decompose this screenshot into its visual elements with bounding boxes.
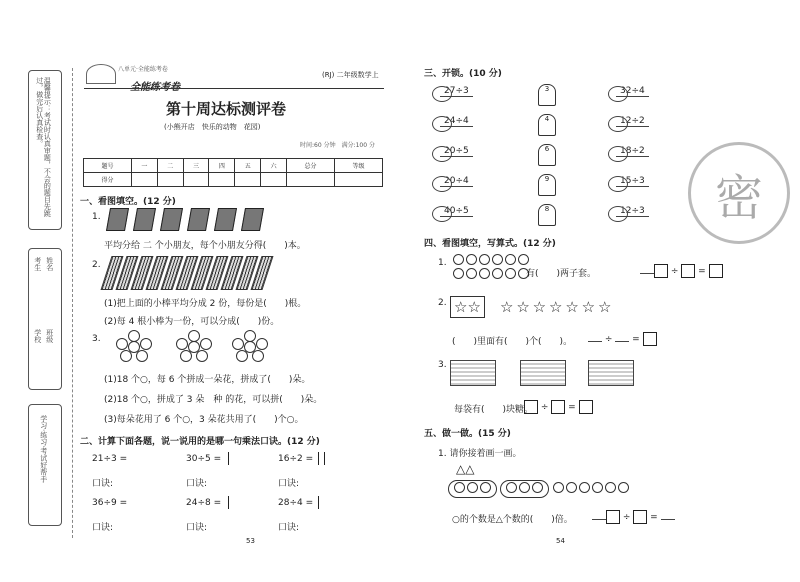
- field-school: 学校: [33, 329, 42, 343]
- s4-q1-answer[interactable]: ÷ =: [640, 264, 723, 278]
- score-cell[interactable]: [157, 173, 183, 187]
- book-icon: [214, 208, 237, 231]
- wing-icon: [432, 176, 452, 192]
- wing-icon: [608, 116, 628, 132]
- answer-slot: [324, 452, 325, 465]
- s4-q3-text: 每袋有( )块糖。: [454, 405, 534, 415]
- answer-slot: [318, 496, 319, 509]
- th-1: 一: [131, 159, 157, 173]
- star-icon: ☆: [597, 298, 612, 316]
- grade-label: (RJ) 二年级数学上: [322, 71, 379, 79]
- q3-part-c: (3)每朵花用了 6 个○，3 朵花共用了( )个○。: [104, 415, 304, 425]
- key-item[interactable]: 32÷4: [616, 86, 649, 100]
- circle-group: [448, 480, 497, 498]
- q1-text: 平均分给 二 个小朋友，每个小朋友分得( )本。: [104, 241, 306, 251]
- wing-icon: [432, 116, 452, 132]
- section-2-heading: 二、计算下面各题，说一说用的是哪一句乘法口诀。(12 分): [80, 437, 320, 447]
- key-item[interactable]: 20÷5: [440, 146, 473, 160]
- notice-text: 温馨提示：考试时认真审题，不会的题目先跳过，做完后认真检查。: [35, 77, 52, 217]
- answer-slot: [228, 496, 229, 509]
- rhyme-1a: 口诀:: [92, 479, 114, 489]
- right-page: [400, 62, 800, 547]
- left-page: [0, 62, 400, 547]
- s4-q3-answer[interactable]: ÷ =: [524, 400, 593, 414]
- calc-1a: 21÷3 =: [92, 454, 128, 464]
- key-item[interactable]: 40÷5: [440, 206, 473, 220]
- star-icon: ☆: [581, 298, 596, 316]
- sticks-illustration: [106, 256, 271, 293]
- key-item[interactable]: 27÷3: [440, 86, 473, 100]
- key-item[interactable]: 24÷4: [440, 116, 473, 130]
- wing-icon: [608, 206, 628, 222]
- q2-part-a: (1)把上面的小棒平均分成 2 份，每份是( )根。: [104, 299, 307, 309]
- secret-stamp: [688, 142, 790, 244]
- lock-icon[interactable]: 9: [538, 174, 556, 196]
- s5-q1-answer[interactable]: ÷ =: [592, 510, 675, 524]
- th-level: 等级: [334, 159, 382, 173]
- field-class: 班级: [45, 329, 54, 343]
- q3-part-a: (1)18 个○，每 6 个拼成一朵花，拼成了( )朵。: [104, 375, 311, 385]
- lock-icon[interactable]: 8: [538, 204, 556, 226]
- row-score-label: 得分: [84, 173, 132, 187]
- candy-bag-icon: [450, 360, 496, 386]
- field-name: 姓名: [45, 257, 54, 271]
- books-illustration: [108, 208, 270, 234]
- wing-icon: [608, 86, 628, 102]
- section-3-heading: 三、开锁。(10 分): [424, 69, 502, 79]
- page-number-right: 54: [556, 537, 565, 545]
- q3-number: 3.: [92, 334, 101, 344]
- stars-group: [450, 296, 485, 318]
- score-cell[interactable]: [287, 173, 335, 187]
- triangle-icon: △: [456, 462, 466, 476]
- s5-q1: 1. 请你接着画一画。: [438, 449, 522, 459]
- s4-q2-number: 2.: [438, 298, 447, 308]
- rhyme-2a: 口诀:: [92, 523, 114, 533]
- triangles-row: [456, 462, 474, 476]
- score-table: [83, 158, 383, 187]
- candy-bag-icon: [588, 360, 634, 386]
- rhyme-1c: 口诀:: [278, 479, 300, 489]
- page-title: 第十周达标测评卷: [166, 100, 287, 118]
- th-3: 三: [183, 159, 209, 173]
- score-cell[interactable]: [131, 173, 157, 187]
- flower-icon: [232, 330, 266, 362]
- header-rule: [84, 88, 384, 89]
- calc-1b: 30÷5 =: [186, 454, 222, 464]
- book-icon: [241, 208, 264, 231]
- wing-icon: [608, 176, 628, 192]
- q2-number: 2.: [92, 260, 101, 270]
- binding-line: [72, 68, 74, 538]
- rhyme-2c: 口诀:: [278, 523, 300, 533]
- key-item[interactable]: 18÷2: [616, 146, 649, 160]
- th-total: 总分: [287, 159, 335, 173]
- score-cell[interactable]: [183, 173, 209, 187]
- side-brand-text: 学习·练习·考试好帮手: [39, 415, 48, 483]
- subtitle: (小熊开店 快乐的动物 花园): [164, 123, 261, 131]
- th-6: 六: [261, 159, 287, 173]
- book-icon: [187, 208, 210, 231]
- teacups-illustration: [452, 254, 530, 282]
- lock-icon[interactable]: 4: [538, 114, 556, 136]
- key-item[interactable]: 12÷2: [616, 116, 649, 130]
- star-icon: ☆: [548, 298, 563, 316]
- star-icon: ☆: [500, 298, 514, 316]
- s5-q1-text: ○的个数是△个数的( )倍。: [452, 515, 573, 525]
- wing-icon: [432, 86, 452, 102]
- wing-icon: [432, 206, 452, 222]
- stars-row: [500, 298, 611, 316]
- answer-slot: [318, 452, 319, 465]
- notice-box: [28, 70, 62, 230]
- circles-row: [552, 482, 630, 496]
- brand-name: 全能练考卷: [130, 82, 180, 93]
- key-item[interactable]: 20÷4: [440, 176, 473, 190]
- answer-slot: [228, 452, 229, 465]
- book-icon: [160, 208, 183, 231]
- score-cell[interactable]: [209, 173, 235, 187]
- wing-icon: [608, 146, 628, 162]
- q2-part-b: (2)每 4 根小棒为一份，可以分成( )份。: [104, 317, 280, 327]
- calc-2c: 28÷4 =: [278, 498, 314, 508]
- star-icon: ☆: [532, 298, 547, 316]
- key-item[interactable]: 15÷3: [616, 176, 649, 190]
- student-info-box: [28, 248, 62, 390]
- s4-q2-text: ( )里面有( )个( )。: [452, 337, 573, 347]
- book-icon: [133, 208, 156, 231]
- calc-2b: 24÷8 =: [186, 498, 222, 508]
- calc-1c: 16÷2 =: [278, 454, 314, 464]
- q3-part-b: (2)18 个○，拼成了 3 朵 种 的花，可以拼( )朵。: [104, 395, 323, 405]
- th-5: 五: [235, 159, 261, 173]
- circle-group: [500, 480, 549, 498]
- flower-icon: [176, 330, 210, 362]
- q1-number: 1.: [92, 212, 101, 222]
- star-icon: ☆: [565, 298, 579, 316]
- s4-q1-text: 有( )两子套。: [526, 269, 597, 279]
- rhyme-2b: 口诀:: [186, 523, 208, 533]
- flower-icon: [116, 330, 150, 362]
- field-examinee: 考生: [33, 257, 42, 271]
- s4-q3-number: 3.: [438, 360, 447, 370]
- logo-icon: [86, 64, 116, 84]
- triangle-icon: △: [465, 462, 475, 476]
- brand-side-box: [28, 404, 62, 526]
- s4-q1-number: 1.: [438, 258, 447, 268]
- score-cell[interactable]: [334, 173, 382, 187]
- lock-icon[interactable]: 6: [538, 144, 556, 166]
- section-4-heading: 四、看图填空，写算式。(12 分): [424, 239, 556, 249]
- book-icon: [106, 208, 129, 231]
- time-score: 时间:60 分钟 满分:100 分: [300, 142, 375, 149]
- score-cell[interactable]: [261, 173, 287, 187]
- rhyme-1b: 口诀:: [186, 479, 208, 489]
- th-label: 题号: [84, 159, 132, 173]
- section-5-heading: 五、做一做。(15 分): [424, 429, 511, 439]
- section-1-heading: 一、看图填空。(12 分): [80, 197, 176, 207]
- lock-icon[interactable]: 3: [538, 84, 556, 106]
- wing-icon: [432, 146, 452, 162]
- th-2: 二: [157, 159, 183, 173]
- stamp-text: 密: [714, 169, 763, 226]
- star-icon: ☆: [467, 298, 481, 316]
- page-number-left: 53: [246, 537, 255, 545]
- header-tags: 八单元·全能练考卷: [118, 66, 168, 73]
- star-icon: ☆: [516, 298, 530, 316]
- candy-bag-icon: [520, 360, 566, 386]
- star-icon: ☆: [454, 298, 468, 316]
- key-item[interactable]: 12÷3: [616, 206, 649, 220]
- score-cell[interactable]: [235, 173, 261, 187]
- s4-q2-answer[interactable]: ÷ =: [588, 332, 657, 346]
- th-4: 四: [209, 159, 235, 173]
- calc-2a: 36÷9 =: [92, 498, 128, 508]
